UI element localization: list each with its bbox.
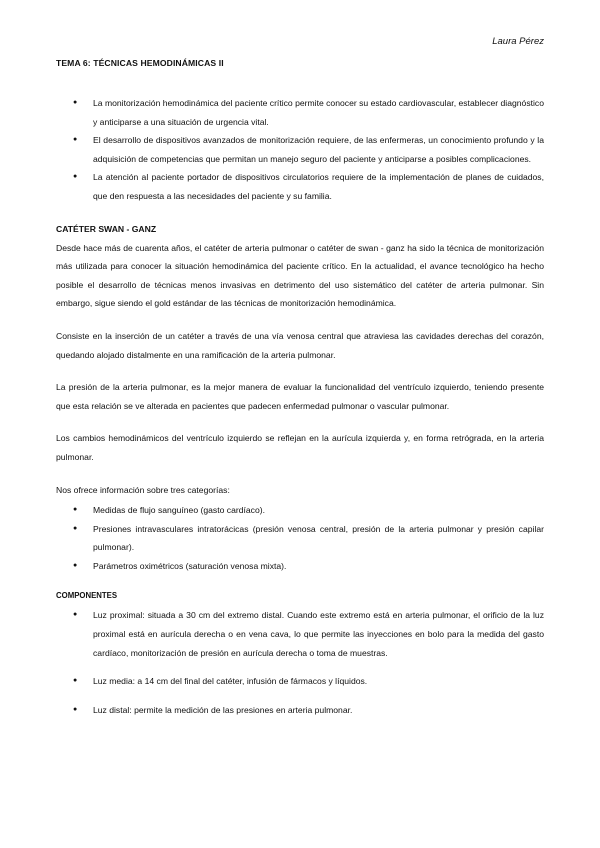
section-heading-components: COMPONENTES (56, 591, 118, 601)
paragraph: Consiste en la inserción de un catéter a través de una vía venosa central que atraviesa las cavidades derechas del corazón, quedando alojado distalmente en una ramificación de la arteria pulmonar. (56, 330, 544, 360)
list-item: ● Luz distal: permite la medición de las presiones en arteria pulmonar. (56, 701, 544, 720)
components-list (56, 606, 544, 719)
categories-intro: Nos ofrece información sobre tres categorías: (56, 484, 230, 495)
list-item: ● Luz proximal: situada a 30 cm del extremo distal. Cuando este extremo está en arteria pulmonar, el orificio de la luz proximal está en aurícula derecha o en vena cava, lo que permite las inyecciones en bolo para la medida del gasto cardíaco, monitorización de presión en aurícula derecha o toma de muestras. (56, 606, 544, 662)
list-item: ● La atención al paciente portador de dispositivos circulatorios requiere de la implementación de planes de cuidados, que den respuesta a las necesidades del paciente y su familia. (56, 168, 544, 205)
list-item: ● Medidas de flujo sanguíneo (gasto cardíaco). (56, 501, 544, 520)
paragraph: Desde hace más de cuarenta años, el catéter de arteria pulmonar o catéter de swan - ganz ha sido la técnica de monitorización más utilizada para conocer la situación hemodinámica del paciente crítico. En la actualidad, el avance tecnológico ha hecho posible el desarrollo de técnicas menos invasivas en detrimento del uso sistemático del catéter de arteria pulmonar. Sin embargo, sigue siendo el gold estándar de las técnicas de monitorización hemodinámica. (56, 242, 544, 309)
paragraph: La presión de la arteria pulmonar, es la mejor manera de evaluar la funcionalidad del ventrículo izquierdo, teniendo presente que esta relación se ve alterada en pacientes que padecen enfermedad pulmonar o vascular pulmonar. (56, 382, 544, 411)
author-name: Laura Pérez (492, 36, 544, 47)
list-item: ● Luz media: a 14 cm del final del catéter, infusión de fármacos y líquidos. (56, 672, 544, 691)
categories-list (56, 501, 544, 575)
list-item: ● Parámetros oximétricos (saturación venosa mixta). (56, 557, 544, 576)
list-item: ● Presiones intravasculares intratorácicas (presión venosa central, presión de la arteria pulmonar y presión capilar pulmonar). (56, 520, 544, 557)
document-title: TEMA 6: TÉCNICAS HEMODINÁMICAS II (56, 58, 224, 68)
intro-bullet-list (56, 94, 544, 206)
section-heading-swan-ganz: CATÉTER SWAN - GANZ (56, 223, 157, 234)
paragraph: Los cambios hemodinámicos del ventrículo izquierdo se reflejan en la aurícula izquierda y, en forma retrógrada, en la arteria pulmonar. (56, 433, 544, 462)
document-body (56, 58, 544, 729)
list-item: ● La monitorización hemodinámica del paciente crítico permite conocer su estado cardiovascular, establecer diagnóstico y anticiparse a una situación de urgencia vital. (56, 94, 544, 131)
list-item: ● El desarrollo de dispositivos avanzados de monitorización requiere, de las enfermeras, un conocimiento profundo y la adquisición de competencias que permitan un manejo seguro del paciente y anticiparse a posibles complicaciones. (56, 131, 544, 168)
